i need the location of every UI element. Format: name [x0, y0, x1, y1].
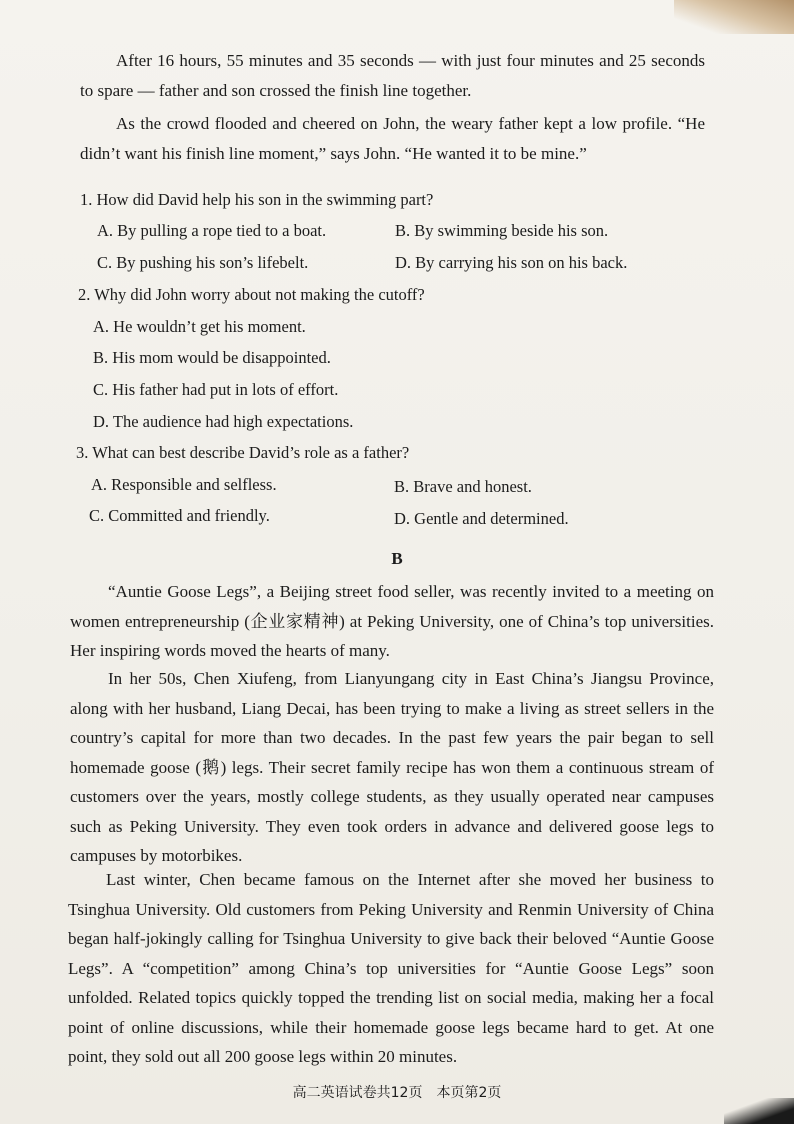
- question-1-option-c: C. By pushing his son’s lifebelt.: [97, 253, 309, 272]
- question-2-option-b: B. His mom would be disappointed.: [93, 348, 331, 367]
- passage-a-paragraph-2: As the crowd flooded and cheered on John, the weary father kept a low profile. “He didn’t want his finish line moment,” says John. “He wanted it to be mine.”: [80, 114, 705, 163]
- passage-b-paragraph-3: Last winter, Chen became famous on the Internet after she moved her business to Tsinghua University. Old customers from Peking University and Renmin University of China began half-jokingly calling for Tsinghua University to give back their beloved “Auntie Goose Legs”. A “competition” among China’s top universities for “Auntie Goose Legs” soon unfolded. Related topics quickly topped the trending list on social media, making her a focal point of online discussions, while their homemade goose legs became hard to get. At one point, they sold out all 200 goose legs within 20 minutes.: [68, 870, 714, 1066]
- question-1-option-a: A. By pulling a rope tied to a boat.: [97, 221, 327, 240]
- passage-b-paragraph-2: In her 50s, Chen Xiufeng, from Lianyungang city in East China’s Jiangsu Province, along with her husband, Liang Decai, has been trying to make a living as street sellers in the country’s capital for more than two decades. In the past few years the pair began to sell homemade goose (鹅) legs. Their secret family recipe has won them a continuous stream of customers over the years, mostly college students, as they usually operated near campuses such as Peking University. They even took orders in advance and delivered goose legs to campuses by motorbikes.: [70, 669, 714, 865]
- question-3-stem: 3. What can best describe David’s role as a father?: [76, 443, 410, 462]
- page-corner-shadow-bottom: [724, 1098, 794, 1124]
- question-1-option-d: D. By carrying his son on his back.: [395, 253, 628, 272]
- passage-a-paragraph-1: After 16 hours, 55 minutes and 35 seconds — with just four minutes and 25 seconds to spare — father and son crossed the finish line together.: [80, 51, 705, 100]
- question-1-option-b: B. By swimming beside his son.: [395, 221, 609, 240]
- question-2-option-a: A. He wouldn’t get his moment.: [93, 317, 306, 336]
- question-1-stem: 1. How did David help his son in the swimming part?: [80, 190, 434, 209]
- question-2-option-d: D. The audience had high expectations.: [93, 412, 354, 431]
- question-3-option-a: A. Responsible and selfless.: [91, 475, 277, 494]
- section-b-heading: B: [391, 549, 403, 568]
- question-3-option-d: D. Gentle and determined.: [394, 509, 569, 528]
- passage-b-paragraph-1: “Auntie Goose Legs”, a Beijing street food seller, was recently invited to a meeting on women entrepreneurship (企业家精神) at Peking University, one of China’s top universities. Her inspiring words moved the hearts of many.: [70, 582, 714, 660]
- question-3-option-b: B. Brave and honest.: [394, 477, 532, 496]
- question-2-stem: 2. Why did John worry about not making the cutoff?: [78, 285, 425, 304]
- page-footer: 高二英语试卷共12页 本页第2页: [292, 1085, 502, 1101]
- page-corner-shadow: [674, 0, 794, 34]
- question-2-option-c: C. His father had put in lots of effort.: [93, 380, 339, 399]
- question-3-option-c: C. Committed and friendly.: [89, 506, 270, 525]
